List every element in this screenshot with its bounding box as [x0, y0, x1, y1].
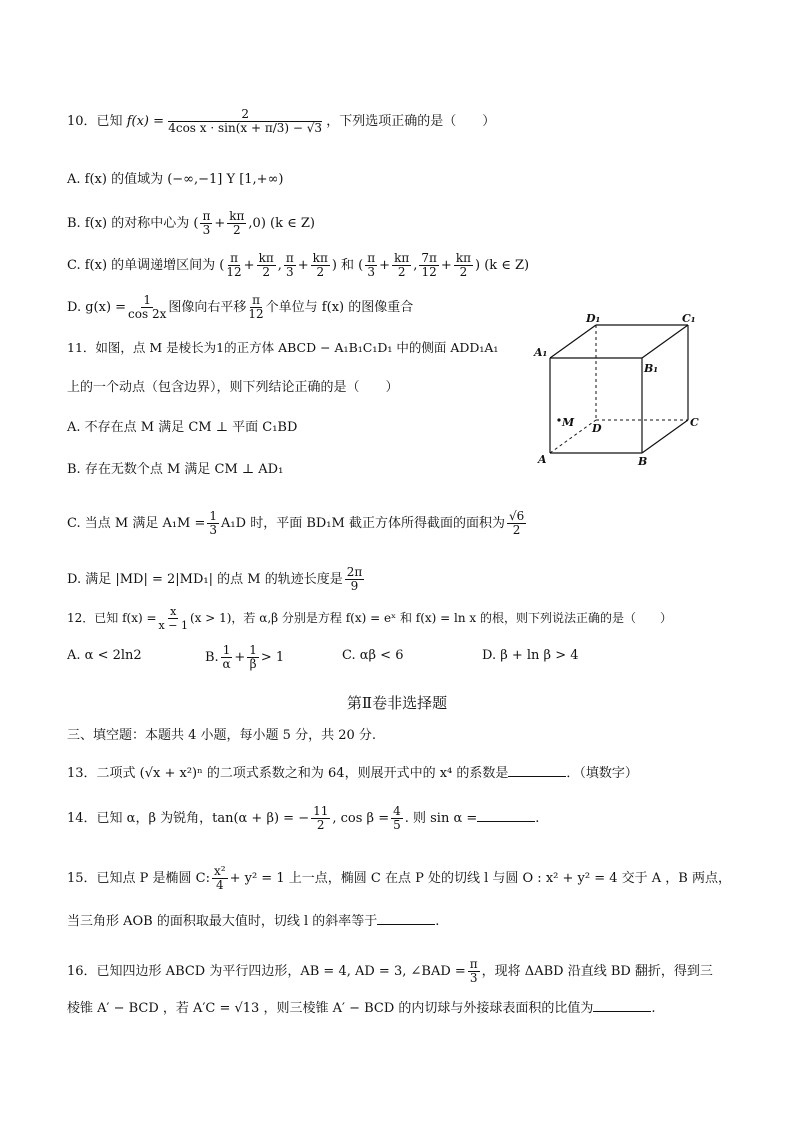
- q16-answer-blank[interactable]: [593, 1000, 651, 1012]
- part2-title: 第Ⅱ卷非选择题: [346, 694, 448, 712]
- q12-option-d: D. β + ln β > 4: [482, 648, 579, 663]
- q11-option-a: A. 不存在点 M 满足 CM ⊥ 平面 C₁BD: [67, 420, 298, 435]
- q16-line1: 16．已知四边形 ABCD 为平行四边形，AB = 4, AD = 3, ∠BAD = $\frac{\pi}{3}$ ，现将 ΔABD 沿直线 BD 翻折，得到三: [67, 957, 713, 985]
- q10-option-b: B. f(x) 的对称中心为 ( $\frac{\pi}{3}$ + $\frac{k\pi}{2}$ ,0) (k ∈ Z): [67, 209, 315, 237]
- q10-fraction: $\frac{2}{\text{4cos x · sin(x + π/3) − √3}}$: [168, 107, 323, 135]
- q16-line2: 棱锥 A′ − BCD ，若 A′C = √13 ，则三棱锥 A′ − BCD 的内切球与外接球表面积的比值为 .: [67, 1001, 656, 1016]
- label-b: B: [638, 455, 648, 468]
- q13: 13．二项式 (√x + x²)ⁿ 的二项式系数之和为 64，则展开式中的 x⁴ 的系数是 ．（填数字）: [67, 766, 638, 781]
- q13-answer-blank[interactable]: [508, 765, 566, 777]
- q15-line2: 当三角形 AOB 的面积取最大值时，切线 l 的斜率等于 .: [67, 914, 440, 929]
- q12-option-a: A. α < 2ln2: [67, 648, 142, 663]
- point-m: [557, 418, 560, 421]
- label-d1: D₁: [586, 312, 601, 325]
- label-c: C: [690, 416, 699, 429]
- q10-stem: 10．已知 f(x) = $\frac{2}{\text{4cos x · sin(x + π/3) − √3}}$ ，下列选项正确的是（ ）: [67, 107, 496, 135]
- q12-option-b: B. $\frac{1}{\alpha}$ + $\frac{1}{\beta}$ > 1: [205, 643, 285, 671]
- q11-option-b: B. 存在无数个点 M 满足 CM ⊥ AD₁: [67, 462, 284, 477]
- q11-stem-line1: 11．如图，点 M 是棱长为1的正方体 ABCD − A₁B₁C₁D₁ 中的侧面 ADD₁A₁: [67, 340, 499, 355]
- edge-a1-d1: [550, 325, 596, 358]
- section3-heading: 三、填空题：本题共 4 小题，每小题 5 分，共 20 分.: [67, 728, 377, 743]
- label-b1: B₁: [644, 362, 659, 375]
- label-c1: C₁: [682, 312, 696, 325]
- edge-b-c: [642, 420, 688, 453]
- q11-option-d: D. 满足 |MD| = 2|MD₁| 的点 M 的轨迹长度是 $\frac{2\pi}{9}$: [67, 565, 363, 593]
- edge-b1-c1: [642, 325, 688, 358]
- q10-option-c: C. f(x) 的单调递增区间为 ( $\frac{\pi}{12}$ + $\frac{k\pi}{2}$ , $\frac{\pi}{3}$ + $\frac{k\pi}{2}$ ) 和 ( $\frac{\pi}{3}$ + $\frac{k\pi}{2}$ , $\frac{7\pi}{12}$ + $\frac{k\pi}{2}$ ) (k ∈ Z): [67, 251, 530, 279]
- q11-stem-line2: 上的一个动点（包含边界），则下列结论正确的是（ ）: [67, 380, 399, 395]
- q11-option-c: C. 当点 M 满足 A₁M = $\frac{1}{3}$ A₁D 时，平面 BD₁M 截正方体所得截面的面积为 $\frac{√6}{2}$: [67, 509, 525, 537]
- q10-option-a: A. f(x) 的值域为 (−∞,−1] Y [1,+∞): [67, 172, 284, 187]
- label-a: A: [538, 453, 547, 466]
- q12-option-c: C. αβ < 6: [342, 648, 404, 663]
- q14: 14．已知 α，β 为锐角，tan(α + β) = − $\frac{11}{2}$ , cos β = $\frac{4}{5}$ . 则 sin α = .: [67, 804, 540, 832]
- q12-stem: 12．已知 f(x) = $\frac{x}{x - 1}$ (x > 1)，若 α,β 分别是方程 f(x) = eˣ 和 f(x) = ln x 的根，则下列说法正确的是（ ）: [67, 605, 672, 632]
- q15-line1: 15．已知点 P 是椭圆 C: $\frac{\text{x²}}{4}$ + y² = 1 上一点，椭圆 C 在点 P 处的切线 l 与圆 O : x² + y² = 4 交于 A ，B 两点，: [67, 864, 731, 892]
- label-a1: A₁: [534, 346, 548, 359]
- label-m: M: [562, 416, 575, 429]
- q14-answer-blank[interactable]: [477, 810, 535, 822]
- cube-figure: [530, 308, 710, 468]
- label-d: D: [592, 422, 602, 435]
- q15-answer-blank[interactable]: [377, 913, 435, 925]
- q10-option-d: D. g(x) = $\frac{1}{\cos 2x}$ 图像向右平移 $\frac{\pi}{12}$ 个单位与 f(x) 的图像重合: [67, 293, 414, 321]
